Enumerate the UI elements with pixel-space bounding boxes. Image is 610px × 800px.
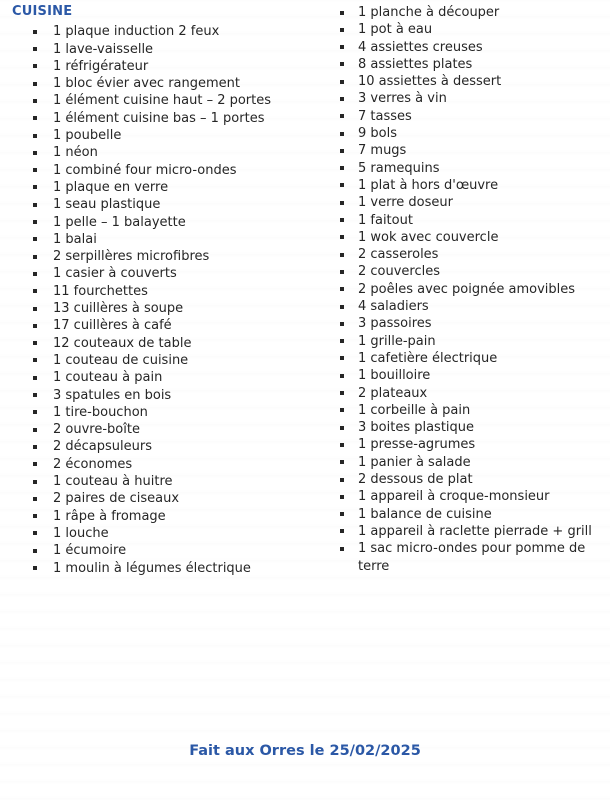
list-item	[340, 90, 598, 107]
item-text: 9 bols	[358, 126, 397, 142]
list-item	[340, 315, 598, 332]
bullet-square-icon	[340, 132, 344, 136]
inventory-column-left	[12, 3, 322, 577]
item-text: 1 couteau à huitre	[53, 474, 173, 490]
item-text: 1 couteau à pain	[53, 370, 163, 386]
bullet-square-icon	[340, 80, 344, 84]
item-text: 2 casseroles	[358, 247, 439, 263]
item-text: 1 balance de cuisine	[358, 506, 492, 522]
item-text: 1 louche	[53, 525, 109, 541]
list-item	[12, 41, 322, 58]
list-item	[12, 162, 322, 179]
footer-date: Fait aux Orres le 25/02/2025	[189, 743, 421, 759]
item-text: 4 assiettes creuses	[358, 39, 483, 55]
bullet-square-icon	[33, 341, 37, 345]
item-text: 2 couvercles	[358, 264, 441, 280]
item-text: 1 sac micro-ondes pour pomme de terre	[358, 541, 586, 574]
list-item	[340, 56, 598, 73]
item-text: 8 assiettes plates	[358, 56, 473, 72]
bullet-square-icon	[340, 166, 344, 170]
bullet-square-icon	[33, 82, 37, 86]
list-item	[340, 194, 598, 211]
item-text: 10 assiettes à dessert	[358, 74, 502, 90]
list-item	[12, 248, 322, 265]
bullet-square-icon	[33, 151, 37, 155]
item-text: 1 presse-agrumes	[358, 437, 476, 453]
item-text: 1 moulin à légumes électrique	[53, 560, 251, 576]
bullet-square-icon	[33, 185, 37, 189]
inventory-column-right	[340, 4, 598, 575]
list-item	[340, 471, 598, 488]
bullet-square-icon	[340, 45, 344, 49]
list-item	[340, 385, 598, 402]
bullet-square-icon	[340, 356, 344, 360]
item-text: 1 wok avec couvercle	[358, 229, 499, 245]
bullet-square-icon	[33, 462, 37, 466]
list-item	[12, 23, 322, 40]
item-text: 1 réfrigérateur	[53, 58, 149, 74]
bullet-square-icon	[33, 324, 37, 328]
bullet-square-icon	[340, 218, 344, 222]
list-item	[340, 212, 598, 229]
item-text: 1 bouilloire	[358, 368, 431, 384]
bullet-square-icon	[33, 480, 37, 484]
bullet-square-icon	[340, 443, 344, 447]
bullet-square-icon	[340, 374, 344, 378]
item-text: 4 saladiers	[358, 299, 429, 315]
list-item	[340, 125, 598, 142]
bullet-square-icon	[340, 529, 344, 533]
item-text: 1 poubelle	[53, 128, 122, 144]
item-text: 1 grille-pain	[358, 333, 436, 349]
item-text: 1 pelle – 1 balayette	[53, 214, 186, 230]
bullet-square-icon	[33, 358, 37, 362]
bullet-square-icon	[340, 391, 344, 395]
item-text: 13 cuillères à soupe	[53, 301, 184, 317]
bullet-square-icon	[33, 289, 37, 293]
item-list-right	[340, 4, 598, 575]
item-text: 1 lave-vaisselle	[53, 41, 154, 57]
item-text: 1 plaque induction 2 feux	[53, 24, 220, 40]
bullet-square-icon	[33, 168, 37, 172]
item-text: 12 couteaux de table	[53, 335, 192, 351]
list-item	[12, 404, 322, 421]
list-item	[12, 421, 322, 438]
list-item	[12, 127, 322, 144]
list-item	[340, 523, 598, 540]
item-text: 1 couteau de cuisine	[53, 352, 189, 368]
bullet-square-icon	[33, 393, 37, 397]
list-item	[12, 196, 322, 213]
list-item	[12, 473, 322, 490]
list-item	[12, 352, 322, 369]
list-item	[12, 387, 322, 404]
item-text: 1 planche à découper	[358, 5, 500, 20]
item-text: 2 serpillères microfibres	[53, 249, 210, 265]
bullet-square-icon	[33, 116, 37, 120]
item-text: 3 spatules en bois	[53, 387, 172, 403]
bullet-square-icon	[33, 445, 37, 449]
item-text: 1 panier à salade	[358, 454, 471, 470]
list-item	[12, 144, 322, 161]
item-text: 1 cafetière électrique	[358, 350, 498, 366]
bullet-square-icon	[33, 410, 37, 414]
bullet-square-icon	[340, 547, 344, 551]
bullet-square-icon	[33, 376, 37, 380]
list-item	[340, 333, 598, 350]
list-item	[12, 369, 322, 386]
list-item	[12, 265, 322, 282]
item-text: 3 verres à vin	[358, 91, 447, 107]
list-item	[12, 335, 322, 352]
list-item	[340, 281, 598, 298]
item-text: 17 cuillères à café	[53, 318, 172, 334]
item-text: 1 élément cuisine bas – 1 portes	[53, 110, 265, 126]
item-text: 2 ouvre-boîte	[53, 422, 140, 438]
list-item	[340, 39, 598, 56]
list-item	[12, 92, 322, 109]
bullet-square-icon	[33, 237, 37, 241]
list-item	[340, 298, 598, 315]
bullet-square-icon	[33, 307, 37, 311]
list-item	[12, 508, 322, 525]
item-text: 2 décapsuleurs	[53, 439, 152, 455]
item-text: 1 seau plastique	[53, 197, 161, 213]
bullet-square-icon	[33, 30, 37, 34]
item-text: 7 mugs	[358, 143, 407, 159]
bullet-square-icon	[340, 478, 344, 482]
bullet-square-icon	[33, 134, 37, 138]
list-item	[340, 108, 598, 125]
item-text: 5 ramequins	[358, 160, 440, 176]
list-item	[12, 542, 322, 559]
item-text: 1 appareil à raclette pierrade + grill	[358, 523, 592, 539]
list-item	[340, 21, 598, 38]
item-text: 3 passoires	[358, 316, 432, 332]
item-text: 1 tire-bouchon	[53, 404, 148, 420]
bullet-square-icon	[340, 11, 344, 15]
bullet-square-icon	[33, 497, 37, 501]
item-text: 2 poêles avec poignée amovibles	[358, 281, 576, 297]
bullet-square-icon	[340, 62, 344, 66]
item-text: 2 dessous de plat	[358, 472, 473, 488]
item-text: 1 râpe à fromage	[53, 508, 166, 524]
bullet-square-icon	[340, 149, 344, 153]
list-item	[12, 490, 322, 507]
item-text: 1 plat à hors d'œuvre	[358, 177, 499, 193]
bullet-square-icon	[33, 255, 37, 259]
list-item	[340, 367, 598, 384]
list-item	[12, 300, 322, 317]
bullet-square-icon	[340, 28, 344, 32]
item-text: 2 économes	[53, 456, 133, 472]
bullet-square-icon	[340, 322, 344, 326]
list-item	[12, 58, 322, 75]
bullet-square-icon	[33, 514, 37, 518]
item-text: 1 écumoire	[53, 543, 127, 559]
section-title: CUISINE	[12, 4, 73, 19]
item-text: 1 élément cuisine haut – 2 portes	[53, 93, 272, 109]
list-item	[12, 75, 322, 92]
bullet-square-icon	[340, 460, 344, 464]
list-item	[12, 525, 322, 542]
bullet-square-icon	[340, 305, 344, 309]
bullet-square-icon	[340, 287, 344, 291]
list-item	[340, 454, 598, 471]
item-text: 1 appareil à croque-monsieur	[358, 489, 550, 505]
item-text: 1 verre doseur	[358, 195, 453, 211]
bullet-square-icon	[340, 339, 344, 343]
item-text: 2 paires de ciseaux	[53, 491, 180, 507]
bullet-square-icon	[340, 114, 344, 118]
item-text: 3 boites plastique	[358, 420, 475, 436]
list-item	[340, 402, 598, 419]
item-text: 7 tasses	[358, 108, 412, 124]
list-item	[12, 560, 322, 577]
bullet-square-icon	[340, 235, 344, 239]
bullet-square-icon	[340, 97, 344, 101]
list-item	[12, 456, 322, 473]
item-text: 11 fourchettes	[53, 283, 148, 299]
bullet-square-icon	[33, 220, 37, 224]
bullet-square-icon	[33, 566, 37, 570]
list-item	[12, 438, 322, 455]
list-item	[340, 73, 598, 90]
item-text: 1 néon	[53, 145, 98, 161]
bullet-square-icon	[340, 201, 344, 205]
bullet-square-icon	[340, 408, 344, 412]
item-text: 1 plaque en verre	[53, 179, 169, 195]
bullet-square-icon	[33, 203, 37, 207]
item-text: 2 plateaux	[358, 385, 428, 401]
list-item	[340, 419, 598, 436]
list-item	[340, 506, 598, 523]
bullet-square-icon	[33, 99, 37, 103]
bullet-square-icon	[33, 64, 37, 68]
bullet-square-icon	[33, 47, 37, 51]
list-item	[12, 179, 322, 196]
list-item	[340, 488, 598, 505]
list-item	[340, 436, 598, 453]
item-text: 1 faitout	[358, 212, 413, 228]
item-text: 1 bloc évier avec rangement	[53, 76, 241, 92]
bullet-square-icon	[33, 531, 37, 535]
bullet-square-icon	[33, 549, 37, 553]
list-item	[340, 4, 598, 21]
list-item	[340, 229, 598, 246]
item-text: 1 casier à couverts	[53, 266, 177, 282]
bullet-square-icon	[340, 426, 344, 430]
bullet-square-icon	[340, 512, 344, 516]
list-item	[340, 540, 598, 575]
bullet-square-icon	[340, 183, 344, 187]
item-text: 1 corbeille à pain	[358, 402, 471, 418]
item-text: 1 combiné four micro-ondes	[53, 162, 237, 178]
item-list-left	[12, 23, 322, 577]
bullet-square-icon	[33, 272, 37, 276]
bullet-square-icon	[340, 495, 344, 499]
list-item	[12, 231, 322, 248]
list-item	[340, 160, 598, 177]
bullet-square-icon	[340, 270, 344, 274]
list-item	[12, 214, 322, 231]
item-text: 1 balai	[53, 231, 97, 247]
list-item	[340, 263, 598, 280]
list-item	[340, 246, 598, 263]
list-item	[340, 350, 598, 367]
item-text: 1 pot à eau	[358, 22, 433, 38]
list-item	[12, 110, 322, 127]
list-item	[340, 177, 598, 194]
list-item	[12, 317, 322, 334]
bullet-square-icon	[340, 253, 344, 257]
bullet-square-icon	[33, 428, 37, 432]
list-item	[340, 142, 598, 159]
list-item	[12, 283, 322, 300]
